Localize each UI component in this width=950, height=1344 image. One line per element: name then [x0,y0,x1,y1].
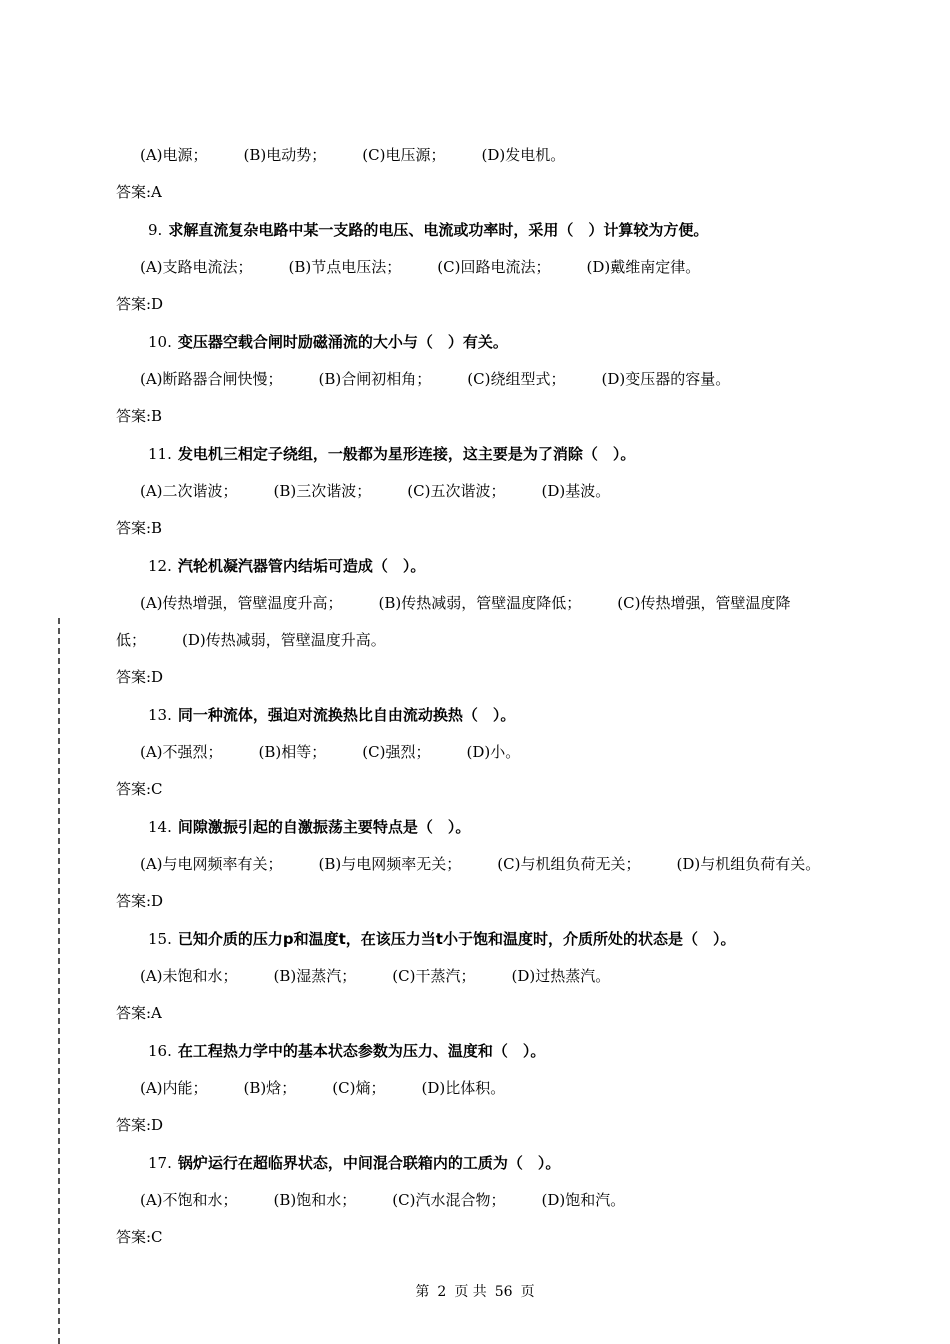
option-item: (D)发电机。 [481,146,566,164]
answer-line: 答案:C [116,1228,163,1246]
option-item: (D)基波。 [541,482,611,500]
question-line [148,215,708,245]
page-footer [0,1278,950,1306]
answer-line: 答案:D [116,1116,164,1134]
options-line [140,252,700,282]
option-item: (C)强烈； [362,743,431,761]
footer-total-pages: 56 [494,1284,513,1300]
option-item: (B)合闸初相角； [318,370,432,388]
options-continuation [116,625,386,655]
answer-line: 答案:D [116,892,164,910]
question-line [148,439,635,469]
question-number: 9. [148,221,163,239]
option-item: (A)未饱和水； [140,967,238,985]
footer-prefix: 第 [415,1284,430,1300]
option-item: (A)电源； [140,146,208,164]
option-item: (B)三次谐波； [273,482,372,500]
option-item: (D)与机组负荷有关。 [676,855,821,873]
option-item: (C)电压源； [362,146,446,164]
option-item: (B)饱和水； [273,1191,357,1209]
option-item: (D)变压器的容量。 [601,370,731,388]
option-item: (A)断路器合闸快慢； [140,370,283,388]
option-item: (B)焓； [243,1079,297,1097]
option-item: (C)传热增强，管壁温度降 [617,594,791,612]
option-item: (B)节点电压法； [288,258,402,276]
option-item: (B)湿蒸汽； [273,967,357,985]
question-line [148,812,470,842]
option-item: (D)传热减弱，管壁温度升高。 [182,631,386,649]
answer-line: 答案:D [116,295,164,313]
option-item: (A)支路电流法； [140,258,253,276]
options-line [140,961,610,991]
question-number: 11. [148,445,172,463]
option-item: (A)二次谐波； [140,482,238,500]
option-item: (A)不饱和水； [140,1191,238,1209]
binding-dashed-line [58,618,60,1344]
question-text: 汽轮机凝汽器管内结垢可造成（ ）。 [177,557,426,575]
options-line [140,1185,625,1215]
option-item: (A)与电网频率有关； [140,855,283,873]
options-line [140,588,790,618]
answer-line: 答案:A [116,1004,162,1022]
options-line [140,849,820,879]
question-text: 锅炉运行在超临界状态，中间混合联箱内的工质为（ ）。 [177,1154,561,1172]
answer-line: 答案:A [116,183,162,201]
question-line [148,1036,545,1066]
option-item: (C)五次谐波； [407,482,506,500]
question-number: 16. [148,1042,172,1060]
options-line [140,737,520,767]
answer-line: 答案:B [116,519,163,537]
footer-suffix: 页 [520,1284,535,1300]
question-line [148,700,515,730]
option-item: (B)相等； [258,743,327,761]
option-item: (B)与电网频率无关； [318,855,462,873]
answer-line: 答案:D [116,668,164,686]
question-text: 在工程热力学中的基本状态参数为压力、温度和（ ）。 [177,1042,546,1060]
question-line [148,924,735,954]
question-line [148,1148,560,1178]
option-item: (D)过热蒸汽。 [511,967,611,985]
question-number: 17. [148,1154,172,1172]
option-item: (D)戴维南定律。 [586,258,701,276]
question-number: 14. [148,818,172,836]
answer-line: 答案:C [116,780,163,798]
question-text: 间隙激振引起的自激振荡主要特点是（ ）。 [177,818,471,836]
option-item: 低； [116,631,147,649]
option-item: (B)传热减弱，管壁温度降低； [378,594,582,612]
option-item: (A)传热增强，管壁温度升高； [140,594,343,612]
question-number: 10. [148,333,172,351]
question-number: 15. [148,930,172,948]
answer-line: 答案:B [116,407,163,425]
option-item: (D)饱和汽。 [541,1191,626,1209]
footer-page-number: 2 [437,1284,447,1300]
option-item: (C)熵； [332,1079,386,1097]
footer-mid: 页 共 [454,1284,487,1300]
option-item: (C)与机组负荷无关； [497,855,641,873]
options-line [140,1073,505,1103]
option-item: (D)小。 [466,743,521,761]
option-item: (C)绕组型式； [467,370,566,388]
question-number: 13. [148,706,172,724]
options-line [140,140,565,170]
option-item: (A)内能； [140,1079,208,1097]
option-item: (B)电动势； [243,146,327,164]
option-item: (D)比体积。 [421,1079,506,1097]
question-text: 同一种流体，强迫对流换热比自由流动换热（ ）。 [177,706,516,724]
option-item: (C)汽水混合物； [392,1191,506,1209]
options-line [140,364,730,394]
question-text: 求解直流复杂电路中某一支路的电压、电流或功率时，采用（ ）计算较为方便。 [168,221,709,239]
question-line [148,551,425,581]
options-line [140,476,610,506]
question-number: 12. [148,557,172,575]
question-text: 变压器空载合闸时励磁涌流的大小与（ ）有关。 [177,333,508,351]
option-item: (C)回路电流法； [437,258,551,276]
question-text: 已知介质的压力p和温度t，在该压力当t小于饱和温度时，介质所处的状态是（ ）。 [177,930,736,948]
question-text: 发电机三相定子绕组，一般都为星形连接，这主要是为了消除（ ）。 [177,445,636,463]
option-item: (C)干蒸汽； [392,967,476,985]
question-line [148,327,508,357]
option-item: (A)不强烈； [140,743,223,761]
